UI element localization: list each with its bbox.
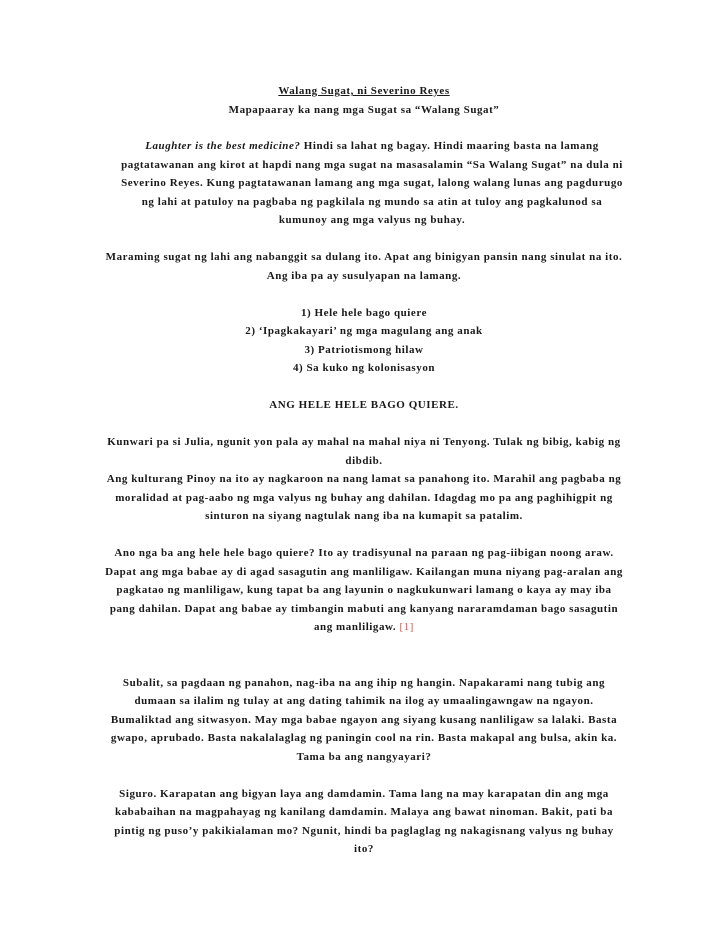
paragraph-2: Maraming sugat ng lahi ang nabanggit sa dulang ito. Apat ang binigyan pansin nang sinulat na ito. Ang iba pa ay susulyapan na lamang. [105, 251, 623, 282]
paragraph-5 [104, 544, 624, 637]
list-item: 3) Patriotismong hilaw [304, 343, 424, 356]
paragraph-5-text: Ano nga ba ang hele hele bago quiere? Ito ay tradisyunal na paraan ng pag-iibigan noong araw. Dapat ang mga babae ay di agad sasagutin ang manliligaw. Kailangan muna niyang pag-aralan ang pagkatao ng manliligaw, kung tapat ba ang layunin o nagkukunwari lamang o kaya ay may iba pang dahilan. Dapat ang babae ay timbangin mabuti ang kanyang nararamdaman bago sasagutin ang manliligaw. [105, 547, 623, 633]
list-item: 4) Sa kuko ng kolonisasyon [292, 362, 436, 374]
document-subtitle: Mapapaaray ka nang mga Sugat sa “Walang Sugat” [228, 103, 500, 116]
paragraph-6: Subalit, sa pagdaan ng panahon, nag-iba na ang ihip ng hangin. Napakarami nang tubig ang dumaan sa ilalim ng tulay at ang dating tahimik na ilog ay umaalingawngaw na ngayon. Bumaliktad ang sitwasyon. May mga babae ngayon ang siyang kusang nanliligaw sa lalaki. Basta gwapo, aprubado. Basta nakalalaglag ng paningin cool na rin. Basta makapal ang bulsa, akin ka. Tama ba ang nangyayari? [110, 676, 618, 763]
intro-paragraph [104, 137, 624, 230]
paragraph-7: Siguro. Karapatan ang bigyan laya ang damdamin. Tama lang na may karapatan din ang mga kababaihan na magpahayag ng kanilang damdamin. Malaya ang bawat ninoman. Bakit, pati ba pintig ng puso’y pakikialaman mo? Ngunit, hindi ba paglaglag ng nakagisnang valyus ng buhay ito? [114, 787, 614, 855]
paragraph-4: Ang kulturang Pinoy na ito ay nagkaroon na nang lamat sa panahong ito. Marahil ang pagbaba ng moralidad at pag-aabo ng mga valyus ng buhay ang dahilan. Idagdag mo pa ang paghihigpit ng sinturon na siyang nagtulak nang iba na kumapit sa patalim. [106, 473, 622, 522]
footnote-link[interactable]: [1] [399, 621, 414, 633]
wounds-list [104, 304, 624, 378]
intro-lead: Laughter is the best medicine? [145, 140, 301, 152]
paragraph-3: Kunwari pa si Julia, ngunit yon pala ay mahal na mahal niya ni Tenyong. Tulak ng bibig, kabig ng dibdib. [107, 436, 621, 467]
intro-text: Hindi sa lahat ng bagay. Hindi maaring basta na lamang pagtatawanan ang kirot at hapdi nang mga sugat na masasalamin “Sa Walang Sugat” na dula ni Severino Reyes. Kung pagtatawanan lamang ang mga sugat, lalong walang lunas ang pagdurugo ng lahi at patuloy na pagbaba ng pagkilala ng mundo sa atin at tuloy ang pagkalunod sa kumunoy ang mga valyus ng buhay. [121, 140, 623, 226]
document-title: Walang Sugat, ni Severino Reyes [278, 85, 450, 97]
list-item: 2) ‘Ipagkakayari’ ng mga magulang ang anak [245, 325, 483, 337]
document-page [104, 82, 624, 859]
section-heading: ANG HELE HELE BAGO QUIERE. [269, 399, 459, 411]
list-item: 1) Hele hele bago quiere [300, 306, 428, 319]
